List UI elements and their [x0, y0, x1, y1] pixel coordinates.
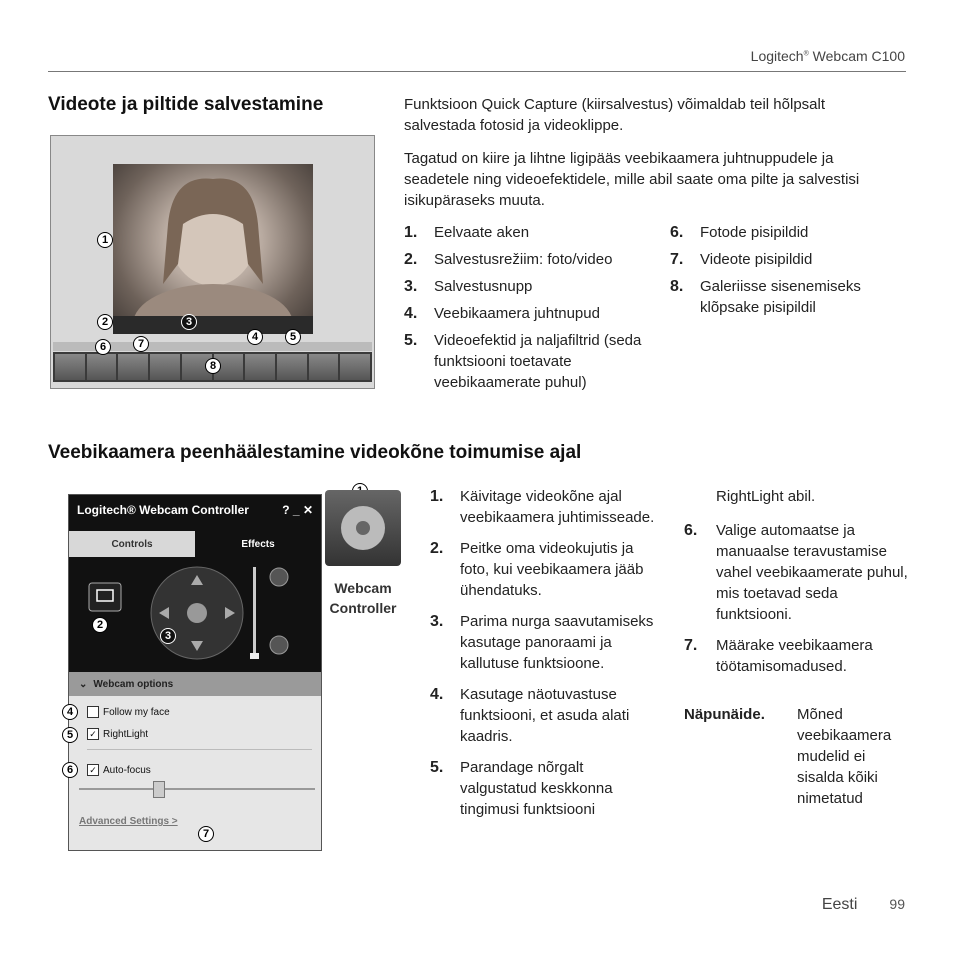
callout-4: 4	[247, 329, 263, 345]
controller-title: Logitech® Webcam Controller	[77, 503, 249, 517]
list-item: 6. Valige automaatse ja manuaalse teravustamise vahel veebikaamerate puhul, mis toetavad seda funktsiooni.	[684, 522, 908, 623]
section1-para2: Tagatud on kiire ja lihtne ligipääs veebikaamera juhtnuppudele ja seadetele ning videoefektidele, mille abil saate oma pilte ja salvestisi isikupäraseks muuta.	[404, 150, 860, 209]
section1-list-right	[670, 222, 880, 324]
follow-face-option[interactable]: Follow my face	[87, 706, 321, 718]
webcam-controller-icon	[325, 490, 401, 566]
tip-label: Näpunäide.	[684, 706, 765, 723]
tip-text: Mõned veebikaamera mudelid ei sisalda kõiki nimetatud	[797, 706, 892, 807]
advanced-settings-link[interactable]: Advanced Settings >	[79, 816, 178, 827]
list-item: 5. Videoefektid ja naljafiltrid (seda funktsiooni toetavate veebikaamerate puhul)	[404, 332, 642, 391]
section1-list-left	[404, 222, 644, 399]
list-item: 7. Määrake veebikaamera töötamisomadused.	[684, 637, 873, 675]
callout-6: 6	[95, 339, 111, 355]
quick-capture-screenshot	[50, 135, 375, 389]
section2-title: Veebikaamera peenhäälestamine videokõne toimumise ajal	[48, 442, 582, 463]
preview-photo	[113, 164, 313, 332]
header-rule	[48, 71, 906, 72]
controller-tabs	[69, 525, 321, 557]
list-item: 3. Parima nurga saavutamiseks kasutage panoraami ja kallutuse funktsioone.	[430, 613, 654, 672]
focus-slider[interactable]	[87, 776, 319, 800]
thumbnail	[245, 354, 275, 380]
brand-name: Logitech	[750, 48, 804, 64]
list-item: 5. Parandage nõrgalt valgustatud keskkonna tingimusi funktsiooni	[430, 759, 613, 818]
list-continuation: RightLight abil.	[716, 488, 816, 505]
checkbox-checked[interactable]: ✓	[87, 764, 99, 776]
product-name: Webcam C100	[812, 48, 905, 64]
registered-mark: ®	[803, 50, 809, 58]
checkbox[interactable]	[87, 706, 99, 718]
list-item: 2. Peitke oma videokujutis ja foto, kui veebikaamera jääb ühendatuks.	[430, 540, 644, 599]
list-item: 4. Kasutage näotuvastuse funktsiooni, et asuda alati kaadris.	[430, 686, 630, 745]
webcam-controller-window	[68, 494, 322, 851]
checkbox-checked[interactable]: ✓	[87, 728, 99, 740]
section1-title: Videote ja piltide salvestamine	[48, 94, 324, 115]
rightlight-option[interactable]: ✓ RightLight	[87, 728, 321, 740]
thumbnail	[309, 354, 339, 380]
section2-list-right	[684, 520, 909, 687]
callout-4: 4	[62, 704, 78, 720]
list-item: 6. Fotode pisipildid	[670, 224, 809, 241]
list-item: 1. Eelvaate aken	[404, 224, 530, 241]
page-number: 99	[889, 896, 905, 912]
callout-5: 5	[62, 727, 78, 743]
callout-3: 3	[160, 628, 176, 644]
callout-2: 2	[97, 314, 113, 330]
section2-list-mid	[430, 486, 655, 830]
options-body	[69, 696, 321, 827]
tab-effects[interactable]: Effects	[195, 531, 321, 557]
language-label: Eesti	[821, 896, 858, 913]
running-header	[751, 48, 905, 64]
controller-titlebar	[69, 495, 321, 525]
list-item: 3. Salvestusnupp	[404, 278, 533, 295]
webcam-options-header[interactable]: ⌄ Webcam options	[69, 672, 321, 696]
autofocus-option[interactable]: ✓ Auto-focus	[87, 764, 321, 776]
section1-para1: Funktsioon Quick Capture (kiirsalvestus) võimaldab teil hõlpsalt salvestada fotosid ja videoklippe.	[404, 96, 826, 134]
list-item: 4. Veebikaamera juhtnupud	[404, 305, 600, 322]
callout-8: 8	[205, 358, 221, 374]
chevron-down-icon: ⌄	[79, 678, 88, 690]
divider	[87, 749, 312, 750]
thumbnail	[150, 354, 180, 380]
window-controls-icon[interactable]: ? _ ✕	[282, 503, 313, 517]
thumbnail	[87, 354, 117, 380]
thumbnail	[55, 354, 85, 380]
tab-controls[interactable]: Controls	[69, 531, 195, 557]
thumbnail	[340, 354, 370, 380]
thumbnail	[118, 354, 148, 380]
list-item: 2. Salvestusrežiim: foto/video	[404, 251, 613, 268]
webcam-controller-label: Webcam Controller	[329, 580, 397, 616]
callout-3: 3	[181, 314, 197, 330]
callout-2: 2	[92, 617, 108, 633]
callout-5: 5	[285, 329, 301, 345]
capture-control-bar	[113, 316, 313, 334]
list-item: 8. Galeriisse sisenemiseks klõpsake pisipildil	[670, 278, 861, 316]
list-item: 7. Videote pisipildid	[670, 251, 813, 268]
list-item: 1. Käivitage videokõne ajal veebikaamera juhtimisseade.	[430, 488, 655, 526]
callout-7: 7	[133, 336, 149, 352]
page-footer	[822, 896, 905, 914]
callout-6: 6	[62, 762, 78, 778]
callout-7: 7	[198, 826, 214, 842]
callout-1: 1	[97, 232, 113, 248]
controls-panel	[69, 557, 321, 672]
thumbnail	[277, 354, 307, 380]
